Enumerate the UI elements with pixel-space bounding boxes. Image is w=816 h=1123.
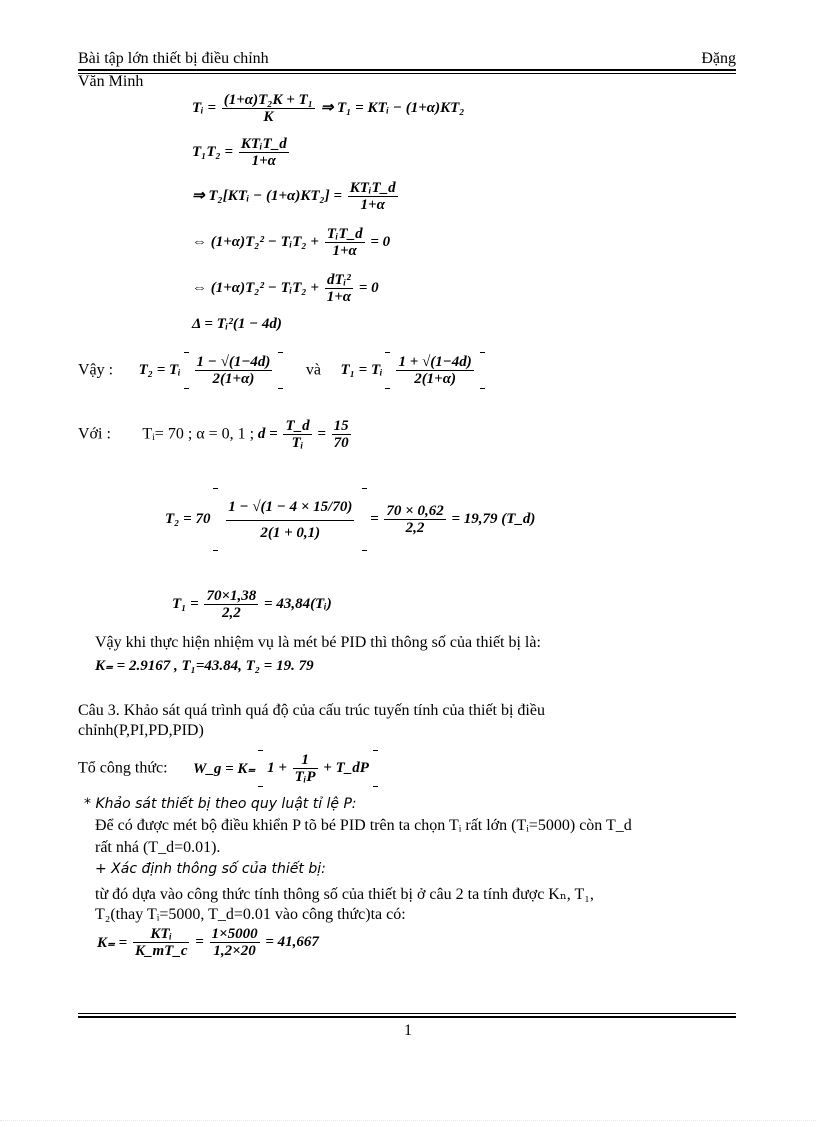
kn-calculation: K₌ = $\frac{\text{KTᵢ}}{K\_mT\_c}$ = $\frac{1\times 5000}{1,2\times 20}$ = 41,667 — [97, 926, 319, 959]
survey-line-4: T₂(thay Tᵢ=5000, T_d=0.01 vào công thức)ta có: — [95, 906, 406, 923]
header-rule-thick — [78, 69, 736, 71]
question-3-title-line1: Câu 3. Khảo sát quá trình quá độ của cấu trúc tuyến tính của thiết bị điều — [78, 702, 545, 719]
survey-sub-heading: + Xác định thông số của thiết bị: — [95, 861, 326, 877]
pid-formula: Tổ công thức: W_g = K₌ 1 + $\frac{1}{\text{TᵢP}}$ + T_dP — [78, 750, 377, 787]
survey-heading: * Khảo sát thiết bị theo quy luật tỉ lệ P: — [84, 796, 357, 812]
equation-ti: Tᵢ = $\frac{\text{(1+α)T₂K + T₁}}{K}$ ⇒ T₁ = KTᵢ − (1+α)KT₂ — [192, 92, 465, 125]
header-rule-thin — [78, 73, 736, 74]
t2-calculation: T₂ = 70 $\frac{1 - √(1 - 4 \times 15/70)}{2(1 + 0,1)}$ = $\frac{70 \times 0,62}{2,2}$ = 19,79 (T_d) — [165, 488, 535, 551]
conclusion-text: Vậy khi thực hiện nhiệm vụ là mét bé PID thì thông số của thiết bị là: — [95, 634, 541, 651]
equation-quadratic-1: ⇔ (1+α)T₂² − TᵢT₂ + $\frac{\text{TᵢT\_d}}{1+\alpha}$ = 0 — [192, 226, 391, 259]
survey-line-1: Để có được mét bộ điều khiển P tõ bé PID trên ta chọn Tᵢ rất lớn (Tᵢ=5000) còn T_d — [95, 817, 632, 834]
footer-rule-thin — [78, 1013, 736, 1014]
equation-quadratic-2: ⇔ (1+α)T₂² − TᵢT₂ + $\frac{\text{dTᵢ²}}{1+\alpha}$ = 0 — [192, 272, 379, 305]
equation-substitution: ⇒ T₂[KTᵢ − (1+α)KT₂] = $\frac{\text{KTᵢT\_d}}{1+\alpha}$ — [192, 180, 396, 213]
footer-rule-thick — [78, 1016, 736, 1018]
given-values: Với : Tᵢ= 70 ; α = 0, 1 ; d = $\frac{T\_d}{\text{Tᵢ}}$ = $\frac{15}{70}$ — [78, 418, 349, 451]
header-author-first: Đặng — [701, 50, 736, 67]
question-3-title-line2: chỉnh(P,PI,PD,PID) — [78, 722, 204, 739]
solution-t1-t2: Vậy : T₂ = Tᵢ $\frac{1 - √(1-4d)}{2(1+\alpha)}$ và T₁ = Tᵢ $\frac{1 + √(1-4d)}{2(1+\alpha)}$ — [78, 352, 484, 389]
page-number: 1 — [404, 1022, 412, 1039]
conclusion-values: K₌ = 2.9167 , T₁=43.84, T₂ = 19. 79 — [95, 658, 314, 674]
header-title: Bài tập lớn thiết bị điều chỉnh — [78, 50, 269, 67]
equation-delta: Δ = Tᵢ²(1 − 4d) — [192, 316, 282, 332]
page-header — [78, 50, 736, 68]
equation-t1t2: T₁T₂ = $\frac{\text{KTᵢT\_d}}{1+\alpha}$ — [192, 136, 287, 169]
page-bottom-edge — [0, 1120, 816, 1121]
survey-line-3: từ đó dựa vào công thức tính thông số của thiết bị ở câu 2 ta tính được Kₙ, T₁, — [95, 886, 594, 903]
survey-line-2: rất nhá (T_d=0.01). — [95, 839, 221, 856]
t1-calculation: T₁ = $\frac{70\times 1,38}{2,2}$ = 43,84(Tᵢ) — [172, 588, 332, 621]
header-author-rest: Văn Minh — [78, 73, 144, 90]
